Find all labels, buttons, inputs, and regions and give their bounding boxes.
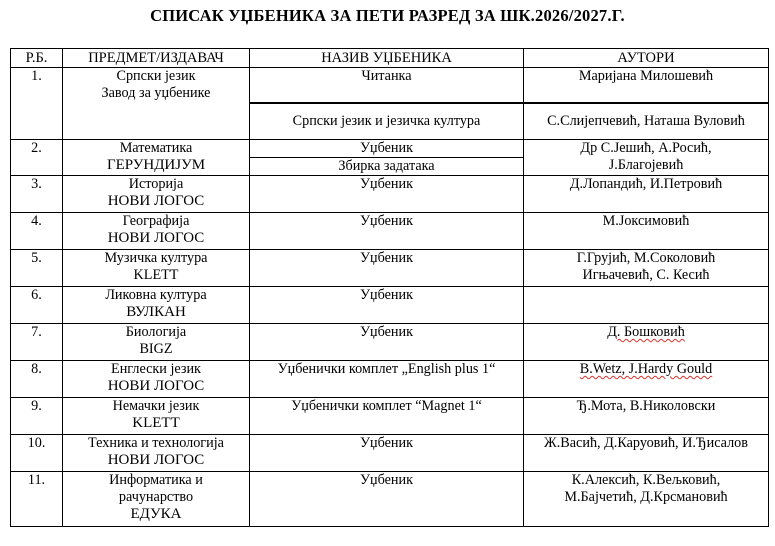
subject-name: рачунарство xyxy=(118,489,194,505)
author-line: Др С.Јешић, А.Росић, xyxy=(580,140,712,156)
book-title: Српски језик и језичка култура xyxy=(250,103,524,140)
row-number: 4. xyxy=(11,213,63,250)
subject-cell xyxy=(63,176,250,213)
subject-name: Историја xyxy=(128,176,184,192)
table-row xyxy=(11,287,769,324)
authors-cell xyxy=(524,324,769,361)
book-title: Уџбеник xyxy=(250,324,524,361)
table-row xyxy=(11,472,769,527)
header-number: Р.Б. xyxy=(11,49,63,68)
table-row xyxy=(11,68,769,104)
document-title: СПИСАК УЏБЕНИКА ЗА ПЕТИ РАЗРЕД ЗА ШК.2026/2027.Г. xyxy=(150,6,625,25)
book-title: Уџбеник xyxy=(250,435,524,472)
publisher-name: KLETT xyxy=(132,415,180,431)
row-number: 11. xyxy=(11,472,63,527)
authors-cell xyxy=(524,287,769,324)
authors-cell: Ж.Васић, Д.Каруовић, И.Ђисалов xyxy=(524,435,769,472)
publisher-name: ГЕРУНДИЈУМ xyxy=(106,157,206,173)
header-authors: АУТОРИ xyxy=(524,49,769,68)
book-title: Уџбенички комплет „English plus 1“ xyxy=(250,361,524,398)
subject-name: Српски језик xyxy=(116,68,196,84)
authors-cell: Ђ.Мота, В.Николовски xyxy=(524,398,769,435)
row-number: 10. xyxy=(11,435,63,472)
subject-cell xyxy=(63,140,250,176)
author-line: Г.Грујић, М.Соколовић xyxy=(576,250,716,266)
subject-name: Биологија xyxy=(125,324,187,340)
table-row xyxy=(11,435,769,472)
authors-cell: Д.Лопандић, И.Петровић xyxy=(524,176,769,213)
table-row xyxy=(11,250,769,287)
author-line: B.Wetz, J.Hardy Gould xyxy=(579,361,713,377)
row-number: 8. xyxy=(11,361,63,398)
publisher-name: НОВИ ЛОГОС xyxy=(107,230,205,246)
publisher-name: KLETT xyxy=(133,267,179,283)
authors-cell xyxy=(524,361,769,398)
subject-cell xyxy=(63,398,250,435)
subject-cell xyxy=(63,68,250,140)
row-number: 5. xyxy=(11,250,63,287)
table-row xyxy=(11,324,769,361)
publisher-name: ВУЛКАН xyxy=(126,304,186,320)
textbook-table xyxy=(10,48,769,527)
publisher-name: ЕДУКА xyxy=(130,506,182,522)
book-title: Читанка xyxy=(250,68,524,104)
subject-name: Немачки језик xyxy=(112,398,200,414)
row-number: 9. xyxy=(11,398,63,435)
table-row xyxy=(11,213,769,250)
subject-cell xyxy=(63,287,250,324)
subject-name: Математика xyxy=(119,140,193,156)
header-subject: ПРЕДМЕТ/ИЗДАВАЧ xyxy=(63,49,250,68)
table-header-row xyxy=(11,49,769,68)
book-title: Збирка задатака xyxy=(250,158,524,176)
author-line: Игњачевић, С. Кесић xyxy=(582,267,710,283)
subject-name: Енглески језик xyxy=(111,361,201,377)
subject-name: Техника и технологија xyxy=(88,435,224,451)
subject-cell xyxy=(63,361,250,398)
row-number: 2. xyxy=(11,140,63,176)
row-number: 3. xyxy=(11,176,63,213)
author-line: К.Алексић, К.Вељковић, xyxy=(571,472,721,488)
author-line: М.Бајчетић, Д.Крсмановић xyxy=(564,489,728,505)
publisher-name: НОВИ ЛОГОС xyxy=(107,193,205,209)
book-title: Уџбеник xyxy=(250,140,524,158)
subject-name: Географија xyxy=(122,213,190,229)
publisher-name: НОВИ ЛОГОС xyxy=(107,452,205,468)
subject-name: Ликовна култура xyxy=(105,287,207,303)
book-title: Уџбеник xyxy=(250,250,524,287)
subject-cell xyxy=(63,435,250,472)
subject-cell xyxy=(63,250,250,287)
author-line: Д. Бошковић xyxy=(607,324,685,340)
subject-name: Музичка култура xyxy=(104,250,208,266)
book-title: Уџбеник xyxy=(250,176,524,213)
publisher-name: BIGZ xyxy=(139,341,173,357)
authors-cell xyxy=(524,140,769,176)
publisher-name: Завод за уџбенике xyxy=(101,85,211,101)
book-title: Уџбеник xyxy=(250,472,524,527)
subject-cell xyxy=(63,213,250,250)
row-number: 1. xyxy=(11,68,63,140)
row-number: 6. xyxy=(11,287,63,324)
subject-cell xyxy=(63,472,250,527)
subject-name: Информатика и xyxy=(109,472,203,488)
row-number: 7. xyxy=(11,324,63,361)
table-row xyxy=(11,361,769,398)
authors-cell xyxy=(524,250,769,287)
book-title: Уџбеник xyxy=(250,213,524,250)
authors-cell: Маријана Милошевић xyxy=(524,68,769,104)
author-line: Ј.Благојевић xyxy=(608,157,684,173)
book-title: Уџбенички комплет “Magnet 1“ xyxy=(250,398,524,435)
subject-cell xyxy=(63,324,250,361)
authors-cell xyxy=(524,472,769,527)
publisher-name: НОВИ ЛОГОС xyxy=(107,378,205,394)
header-book-title: НАЗИВ УЏБЕНИКА xyxy=(250,49,524,68)
table-row xyxy=(11,398,769,435)
authors-cell: М.Јоксимовић xyxy=(524,213,769,250)
book-title: Уџбеник xyxy=(250,287,524,324)
table-row xyxy=(11,140,769,158)
authors-cell: С.Слијепчевић, Наташа Вуловић xyxy=(524,103,769,140)
table-row xyxy=(11,176,769,213)
